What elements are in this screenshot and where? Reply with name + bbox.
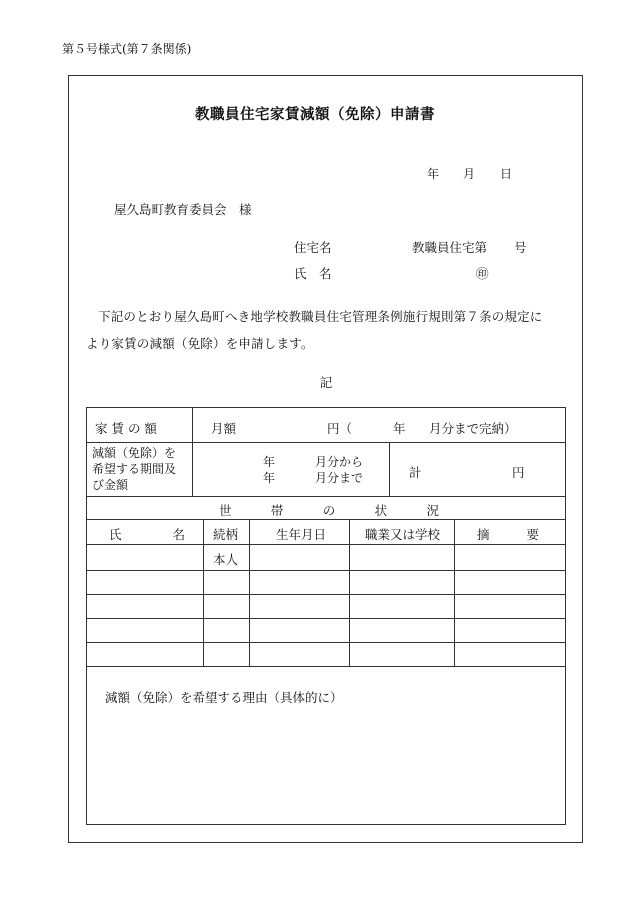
date-month: 月: [463, 167, 476, 181]
column-occupation: 職業又は学校: [365, 527, 441, 542]
rent-label: 家 賃 の 額: [95, 421, 157, 436]
addressee: 屋久島町教育委員会 様: [114, 202, 252, 217]
body-line-1: 下記のとおり屋久島町へき地学校教職員住宅管理条例施行規則第７条の規定に: [98, 309, 543, 324]
reduction-to-month: 月分まで: [315, 471, 364, 485]
form-title: 教職員住宅家賃減額（免除）申請書: [195, 106, 435, 123]
applicant-name-label: 氏 名: [294, 266, 332, 281]
reduction-yen-label: 円: [512, 465, 525, 480]
household-section-header: 世 帯 の 状 況: [219, 503, 439, 518]
column-remarks: 摘 要: [477, 527, 539, 542]
rent-paid-until-label: 月分まで完納）: [429, 421, 517, 436]
reduction-label-line-2: 希望する期間及: [92, 462, 177, 476]
date-year: 年: [427, 167, 440, 181]
column-name: 氏 名: [109, 527, 185, 542]
rent-year-label: 年: [393, 421, 406, 436]
reduction-total-label: 計: [409, 465, 422, 480]
column-birthdate: 生年月日: [276, 527, 327, 542]
application-table: [86, 407, 566, 825]
reduction-from-year: 年: [263, 455, 276, 469]
column-relation: 続柄: [213, 527, 239, 542]
residence-value-prefix: 教職員住宅第: [412, 240, 488, 255]
residence-label: 住宅名: [294, 240, 332, 255]
reduction-label-line-3: び金額: [92, 478, 129, 492]
rent-monthly-label: 月額: [211, 421, 237, 436]
rent-yen-label: 円（: [327, 421, 353, 436]
reduction-to-year: 年: [263, 471, 276, 485]
reduction-from-month: 月分から: [315, 455, 364, 469]
household-row-1-relation: 本人: [213, 552, 239, 567]
body-line-2: より家賃の減額（免除）を申請します。: [86, 336, 314, 351]
reason-label: 減額（免除）を希望する理由（具体的に）: [105, 690, 343, 705]
form-number-label: 第５号様式(第７条関係): [62, 42, 192, 56]
date-day: 日: [500, 167, 513, 181]
ki-heading: 記: [319, 375, 333, 390]
reduction-label-line-1: 減額（免除）を: [92, 446, 177, 460]
residence-value-suffix: 号: [514, 240, 527, 255]
seal-mark: ㊞: [476, 266, 489, 281]
